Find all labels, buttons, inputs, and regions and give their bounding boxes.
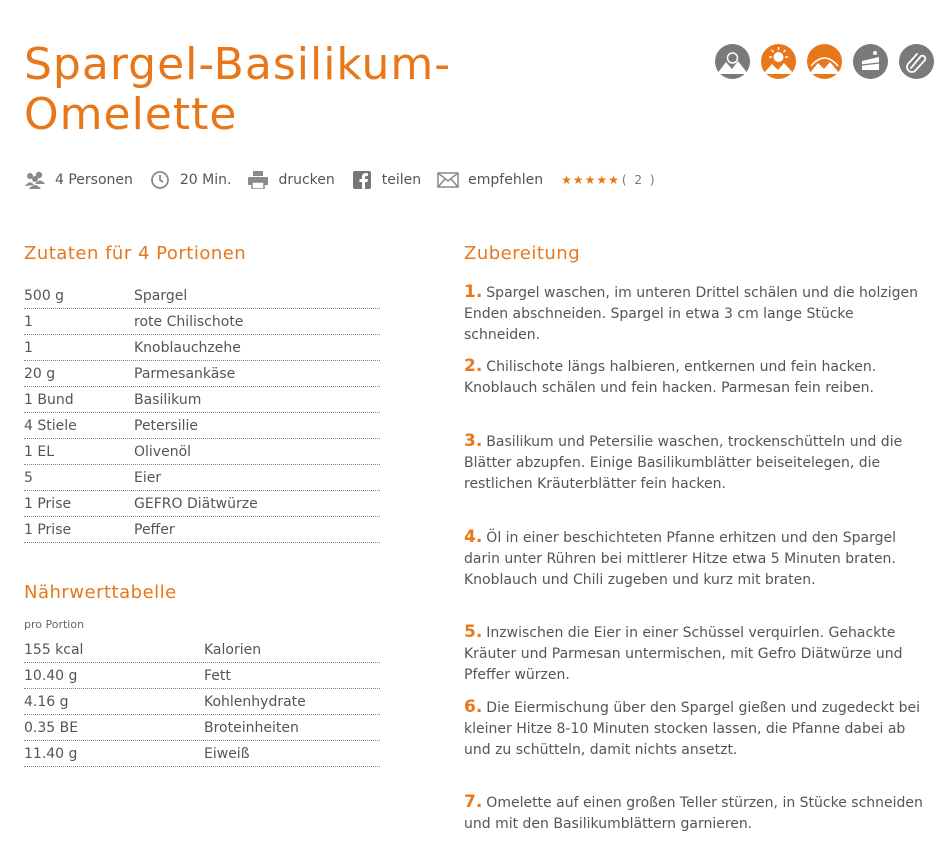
preparation-step xyxy=(464,792,934,835)
spring-icon xyxy=(715,44,750,79)
share-label[interactable]: teilen xyxy=(381,172,422,188)
envelope-icon xyxy=(437,170,459,190)
nutrition-row xyxy=(24,637,380,663)
nutrition-row xyxy=(24,689,380,715)
nutrition-label: Fett xyxy=(204,667,231,684)
recommend-label[interactable]: empfehlen xyxy=(468,172,544,188)
ingredients-table xyxy=(24,283,380,543)
ingredient-row xyxy=(24,517,380,543)
printer-icon xyxy=(247,170,269,190)
ingredient-amount: 1 Prise xyxy=(24,495,72,512)
nutrition-value: 155 kcal xyxy=(24,641,84,658)
ingredient-name: Peffer xyxy=(134,521,175,538)
star-icons[interactable]: ★★★★★ xyxy=(561,173,620,187)
persons-info xyxy=(24,170,133,190)
ingredient-row xyxy=(24,439,380,465)
season-icons xyxy=(715,44,934,79)
facebook-icon xyxy=(351,170,373,190)
ingredient-name: GEFRO Diätwürze xyxy=(134,495,258,512)
ingredient-name: Knoblauchzehe xyxy=(134,339,241,356)
ingredient-amount: 5 xyxy=(24,469,33,486)
step-text: Die Eiermischung über den Spargel gießen und zugedeckt bei kleiner Hitze 8-10 Minuten stocken lassen, die Pfanne dabei ab und zu schütteln, damit nichts ansetzt. xyxy=(464,700,921,758)
ingredient-row xyxy=(24,465,380,491)
nutrition-value: 11.40 g xyxy=(24,745,78,762)
step-text: Inzwischen die Eier in einer Schüssel verquirlen. Gehackte Kräuter und Parmesan untermischen, mit Gefro Diätwürze und Pfeffer würzen. xyxy=(464,625,903,683)
rating-count: ( 2 ) xyxy=(621,173,657,187)
ingredient-amount: 1 xyxy=(24,313,33,330)
nutrition-label: Broteinheiten xyxy=(204,719,299,736)
ingredient-row xyxy=(24,309,380,335)
nutrition-row xyxy=(24,715,380,741)
ingredient-amount: 4 Stiele xyxy=(24,417,77,434)
ingredient-amount: 1 Bund xyxy=(24,391,74,408)
ingredient-amount: 20 g xyxy=(24,365,56,382)
step-number: 1. xyxy=(464,282,483,302)
ingredient-name: Petersilie xyxy=(134,417,198,434)
step-number: 3. xyxy=(464,431,483,451)
preparation-step xyxy=(464,282,934,346)
step-text: Omelette auf einen großen Teller stürzen, in Stücke schneiden und mit den Basilikumblättern garnieren. xyxy=(464,795,923,832)
nutrition-heading: Nährwerttabelle xyxy=(24,582,177,603)
recommend-link[interactable] xyxy=(437,170,543,190)
page-title: Spargel-Basilikum-Omelette xyxy=(24,39,452,140)
share-link[interactable] xyxy=(351,170,421,190)
step-number: 6. xyxy=(464,697,483,717)
nutrition-table xyxy=(24,637,380,767)
rating-stars[interactable] xyxy=(561,173,656,187)
ingredient-name: Parmesankäse xyxy=(134,365,236,382)
print-link[interactable] xyxy=(247,170,334,190)
ingredient-row xyxy=(24,283,380,309)
ingredient-row xyxy=(24,361,380,387)
ingredient-name: Spargel xyxy=(134,287,188,304)
ingredient-amount: 500 g xyxy=(24,287,65,304)
ingredient-row xyxy=(24,387,380,413)
preparation-step xyxy=(464,622,934,686)
nutrition-row xyxy=(24,663,380,689)
step-number: 4. xyxy=(464,527,483,547)
nutrition-label: Kohlenhydrate xyxy=(204,693,306,710)
ingredient-name: rote Chilischote xyxy=(134,313,244,330)
ingredient-row xyxy=(24,491,380,517)
preparation-heading: Zubereitung xyxy=(464,243,581,264)
step-number: 5. xyxy=(464,622,483,642)
recipe-meta xyxy=(24,169,657,191)
nutrition-value: 4.16 g xyxy=(24,693,69,710)
step-text: Basilikum und Petersilie waschen, trockenschütteln und die Blätter abzupfen. Einige Basilikumblätter beiseitelegen, die restlichen Kräuterblätter fein hacken. xyxy=(464,434,903,492)
ingredient-row xyxy=(24,413,380,439)
preparation-step xyxy=(464,527,934,591)
persons-label: 4 Personen xyxy=(55,172,133,188)
step-text: Chilischote längs halbieren, entkernen und fein hacken. Knoblauch schälen und fein hacken. Parmesan fein reiben. xyxy=(464,359,877,396)
paperclip-icon[interactable] xyxy=(899,44,934,79)
time-label: 20 Min. xyxy=(179,172,232,188)
ingredients-heading: Zutaten für 4 Portionen xyxy=(24,243,247,264)
cake-icon xyxy=(853,44,888,79)
step-number: 7. xyxy=(464,792,483,812)
ingredient-amount: 1 EL xyxy=(24,443,55,460)
ingredient-name: Olivenöl xyxy=(134,443,192,460)
clock-icon xyxy=(149,170,171,190)
ingredient-amount: 1 xyxy=(24,339,33,356)
ingredient-name: Eier xyxy=(134,469,162,486)
preparation-step xyxy=(464,431,934,495)
print-label[interactable]: drucken xyxy=(278,172,335,188)
nutrition-label: Eiweiß xyxy=(204,745,250,762)
ingredient-row xyxy=(24,335,380,361)
preparation-step xyxy=(464,356,934,399)
step-number: 2. xyxy=(464,356,483,376)
summer-icon xyxy=(761,44,796,79)
nutrition-label: Kalorien xyxy=(204,641,262,658)
people-icon xyxy=(24,170,46,190)
step-text: Öl in einer beschichteten Pfanne erhitzen und den Spargel darin unter Rühren bei mittlerer Hitze etwa 5 Minuten braten. Knoblauch und Chili zugeben und kurz mit braten. xyxy=(464,530,896,588)
ingredient-amount: 1 Prise xyxy=(24,521,72,538)
per-portion-label: pro Portion xyxy=(24,618,85,631)
time-info xyxy=(149,170,232,190)
autumn-icon xyxy=(807,44,842,79)
nutrition-value: 0.35 BE xyxy=(24,719,79,736)
nutrition-value: 10.40 g xyxy=(24,667,78,684)
step-text: Spargel waschen, im unteren Drittel schälen und die holzigen Enden abschneiden. Spargel in etwa 3 cm lange Stücke schneiden. xyxy=(464,285,918,343)
ingredient-name: Basilikum xyxy=(134,391,202,408)
preparation-step xyxy=(464,697,934,761)
nutrition-row xyxy=(24,741,380,767)
